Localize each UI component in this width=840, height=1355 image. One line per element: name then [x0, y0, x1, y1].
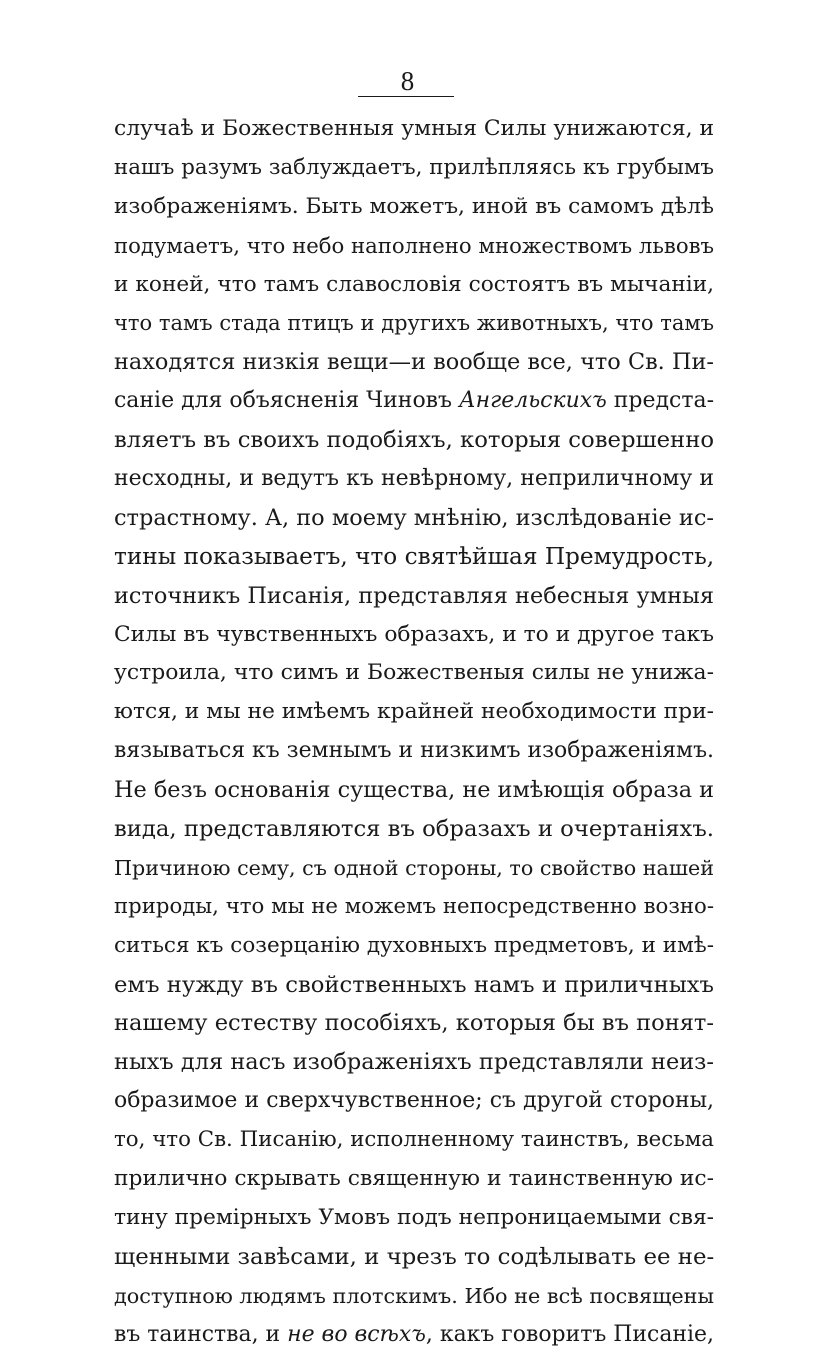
text-run: изображеніямъ. Быть можетъ, иной въ самомъ дѣлѣ: [114, 193, 714, 219]
text-run: Не безъ основанія существа, не имѣющія образа и: [114, 777, 715, 804]
page-number: 8: [400, 66, 415, 96]
text-line: [114, 577, 714, 616]
text-line: [114, 810, 714, 849]
text-run: доступною людямъ плотскимъ. Ибо не всѣ посвящены: [114, 1283, 714, 1308]
text-line: [114, 1160, 714, 1199]
text-run: , какъ говоритъ Писаніе,: [425, 1321, 714, 1347]
body-text: [114, 110, 714, 1355]
text-run: предста-: [606, 388, 714, 414]
text-run: что тамъ стада птицъ и другихъ животныхъ, что тамъ: [114, 311, 714, 336]
text-run: случаѣ и Божественныя умныя Силы унижаются, и: [114, 116, 715, 141]
text-line: [114, 1316, 714, 1355]
text-line: [114, 382, 714, 421]
text-line: [114, 616, 714, 655]
text-line: [114, 421, 714, 460]
text-run: источникъ Писанія, представляя небесныя умныя: [114, 582, 714, 609]
text-run: въ таинства, и: [114, 1321, 288, 1347]
text-run: нашему естеству пособіяхъ, которыя бы въ понят-: [114, 1010, 714, 1037]
text-run: устроила, что симъ и Божественыя силы не унижа-: [114, 660, 714, 686]
text-line: [114, 1238, 714, 1277]
text-run: тину премірныхъ Умовъ подъ непроницаемыми свя-: [114, 1204, 715, 1230]
text-line: [114, 888, 714, 927]
text-run: то, что Св. Писанію, исполненному таинствъ, весьма: [114, 1127, 714, 1153]
text-run: подумаетъ, что небо наполнено множествомъ львовъ: [114, 232, 714, 258]
text-line: [114, 266, 714, 305]
text-line: [114, 149, 714, 188]
text-run: Причиною сему, съ одной стороны, то свойство нашей: [114, 855, 715, 880]
text-run: нашъ разумъ заблуждаетъ, прилѣпляясь къ грубымъ: [114, 154, 714, 180]
text-line: [114, 693, 714, 732]
text-line: [114, 538, 714, 577]
text-line: [114, 966, 714, 1005]
text-line: [114, 1082, 714, 1121]
text-run: вида, представляются въ образахъ и очертаніяхъ.: [114, 816, 714, 843]
text-line: [114, 654, 714, 693]
text-run: прилично скрывать священную и таинственную ис-: [114, 1166, 714, 1192]
text-line: [114, 732, 714, 771]
text-run: ются, и мы не имѣемъ крайней необходимости при-: [114, 699, 714, 725]
text-line: [114, 460, 714, 499]
text-line: [114, 927, 714, 966]
text-run: саніе для объясненія Чиновъ: [114, 388, 460, 414]
text-run: щенными завѣсами, и чрезъ то содѣлывать ее не-: [114, 1243, 715, 1270]
text-line: [114, 227, 714, 266]
header-rule: [358, 96, 454, 97]
text-line: [114, 1121, 714, 1160]
italic-phrase: не во всѣхъ: [287, 1321, 426, 1347]
text-line: [114, 110, 714, 149]
text-run: вляетъ въ своихъ подобіяхъ, которыя совершенно: [114, 427, 715, 454]
text-line: [114, 304, 714, 343]
italic-phrase: Ангельскихъ: [459, 388, 607, 414]
text-line: [114, 1199, 714, 1238]
text-run: Силы въ чувственныхъ образахъ, и то и другое такъ: [114, 621, 714, 647]
text-line: [114, 188, 714, 227]
text-run: ситься къ созерцанію духовныхъ предметовъ, и имѣ-: [114, 932, 714, 958]
text-line: [114, 1277, 714, 1316]
text-run: вязываться къ земнымъ и низкимъ изображеніямъ.: [114, 738, 714, 764]
text-line: [114, 849, 714, 888]
text-run: и коней, что тамъ славословія состоятъ въ мычаніи,: [114, 271, 714, 297]
text-line: [114, 771, 714, 810]
text-line: [114, 343, 714, 382]
text-run: образимое и сверхчувственное; съ другой стороны,: [114, 1088, 714, 1114]
text-run: страстному. А, по моему мнѣнію, изслѣдованіе ис-: [114, 504, 714, 531]
text-run: емъ нужду въ свойственныхъ намъ и приличныхъ: [114, 971, 714, 998]
text-line: [114, 1004, 714, 1043]
text-line: [114, 499, 714, 538]
text-run: тины показываетъ, что святѣйшая Премудрость,: [114, 542, 715, 570]
text-line: [114, 1043, 714, 1082]
text-run: ныхъ для насъ изображеніяхъ представляли неиз-: [114, 1049, 714, 1076]
text-run: природы, что мы не можемъ непосредственно возно-: [114, 893, 714, 919]
text-run: находятся низкія вещи—и вообще все, что Св. Пи-: [114, 349, 714, 376]
text-run: несходны, и ведутъ къ невѣрному, неприличному и: [114, 466, 714, 492]
